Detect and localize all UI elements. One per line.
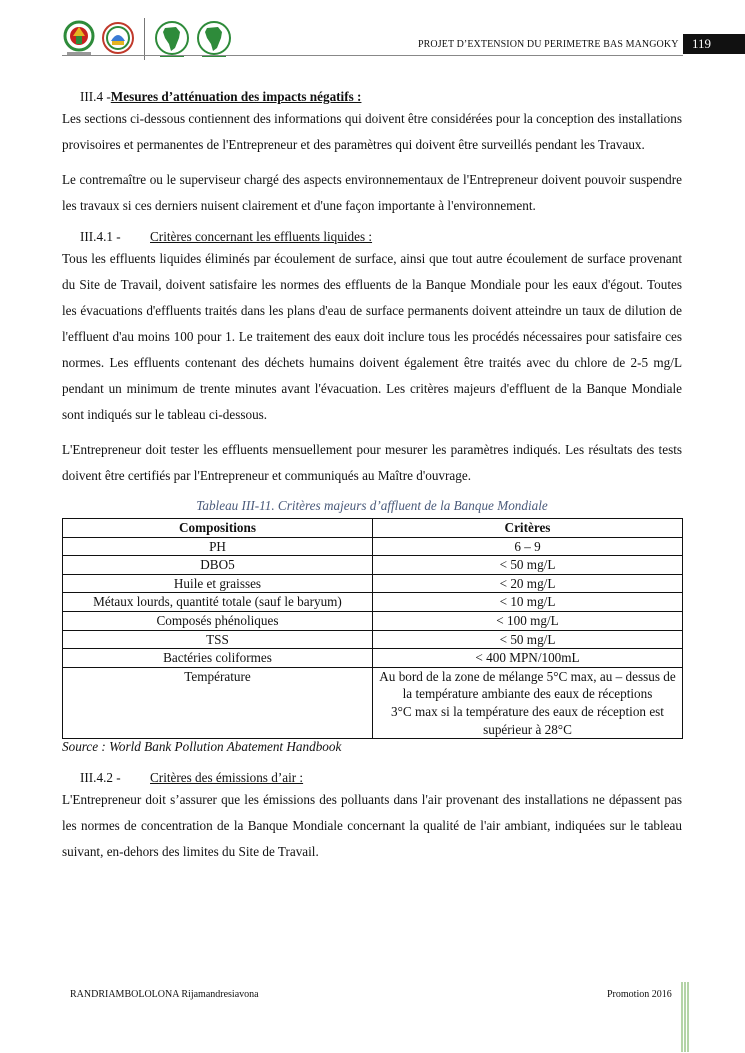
table-cell: DBO5 bbox=[63, 556, 373, 575]
header-title: PROJET D’EXTENSION DU PERIMETRE BAS MANGOKY bbox=[418, 39, 679, 50]
section-heading bbox=[62, 88, 682, 106]
africa-logo-2 bbox=[195, 18, 233, 60]
table-cell: < 50 mg/L bbox=[373, 556, 683, 575]
table-row bbox=[63, 630, 683, 649]
table-cell: Métaux lourds, quantité totale (sauf le baryum) bbox=[63, 593, 373, 612]
section-title: Mesures d’atténuation des impacts négatifs : bbox=[110, 89, 362, 104]
table-cell: PH bbox=[63, 537, 373, 556]
table-cell: Huile et graisses bbox=[63, 574, 373, 593]
subsection-number: III.4.2 - bbox=[80, 770, 121, 786]
paragraph: Tous les effluents liquides éliminés par écoulement de surface, ainsi que tout autre écoulement de surface provenant du Site de Travail, doivent satisfaire les normes des effluents de la Banque Mondiale pour les eaux d'égout. Toutes les évacuations d'effluents traités dans les plans d'eau de surface permanents doivent atteindre un taux de dilution de l'effluent d'au moins 100 pour 1. Le traitement des eaux doit inclure tous les procédés nécessaires pour satisfaire ces normes. Les effluents contenant des déchets humains doivent également être traités avec du chlore de 2-5 mg/L pendant un minimum de trente minutes avant l'évacuation. Les critères majeurs d'effluent de la Banque Mondiale sont indiqués sur le tableau ci-dessous. bbox=[62, 251, 682, 422]
subsection-heading bbox=[62, 769, 682, 787]
subsection-title: Critères des émissions d’air : bbox=[150, 770, 304, 786]
footer-decoration bbox=[680, 982, 692, 1052]
table-cell: < 50 mg/L bbox=[373, 630, 683, 649]
table-cell-temperature bbox=[373, 667, 683, 738]
table-row bbox=[63, 556, 683, 575]
footer-promotion: Promotion 2016 bbox=[607, 989, 672, 1000]
paragraph: Le contremaître ou le superviseur chargé des aspects environnementaux de l'Entrepreneur doivent pouvoir suspendre les travaux si ces derniers nuisent clairement et d'une façon importante à l'environnement. bbox=[62, 172, 682, 213]
logo-separator bbox=[144, 18, 145, 60]
africa-logo-1 bbox=[153, 18, 191, 60]
table-cell: 6 – 9 bbox=[373, 537, 683, 556]
table-cell: Bactéries coliformes bbox=[63, 649, 373, 668]
institution-logo-1 bbox=[62, 19, 96, 59]
table-row bbox=[63, 593, 683, 612]
table-caption: Tableau III-11. Critères majeurs d’affluent de la Banque Mondiale bbox=[196, 498, 548, 513]
header-divider bbox=[62, 55, 683, 56]
table-header-row bbox=[63, 519, 683, 538]
institution-logo-2 bbox=[100, 19, 136, 59]
criteria-table bbox=[62, 518, 683, 739]
table-cell: < 400 MPN/100mL bbox=[373, 649, 683, 668]
table-row bbox=[63, 611, 683, 630]
paragraph: L'Entrepreneur doit tester les effluents mensuellement pour mesurer les paramètres indiqués. Les résultats des tests doivent être certifiés par l'Entrepreneur et communiqués au Maître d'ouvrage. bbox=[62, 442, 682, 483]
table-cell: < 10 mg/L bbox=[373, 593, 683, 612]
subsection-title: Critères concernant les effluents liquides : bbox=[150, 229, 373, 244]
column-header-criteres: Critères bbox=[373, 519, 683, 538]
table-row bbox=[63, 649, 683, 668]
subsection-heading bbox=[62, 228, 682, 246]
column-header-compositions: Compositions bbox=[63, 519, 373, 538]
table-cell: < 20 mg/L bbox=[373, 574, 683, 593]
table-source: Source : World Bank Pollution Abatement Handbook bbox=[62, 739, 342, 755]
temperature-criterion-2: 3°C max si la température des eaux de réception est supérieur à 28°C bbox=[391, 703, 664, 737]
footer-author: RANDRIAMBOLOLONA Rijamandresiavona bbox=[70, 989, 259, 1000]
section-number: III.4 - bbox=[80, 89, 111, 104]
table-cell: Composés phénoliques bbox=[63, 611, 373, 630]
subsection-number: III.4.1 - bbox=[80, 229, 121, 244]
table-row bbox=[63, 537, 683, 556]
table-row bbox=[63, 667, 683, 738]
table-cell: Température bbox=[63, 667, 373, 738]
table-cell: TSS bbox=[63, 630, 373, 649]
page-content bbox=[62, 88, 682, 865]
table-row bbox=[63, 574, 683, 593]
table-cell: < 100 mg/L bbox=[373, 611, 683, 630]
page-number: 119 bbox=[683, 34, 745, 54]
paragraph: L'Entrepreneur doit s’assurer que les émissions des polluants dans l'air provenant des installations ne dépassent pas les normes de concentration de la Banque Mondiale concernant la qualité de l'air ambiant, indiquées sur le tableau suivant, en-dehors des limites du Site de Travail. bbox=[62, 792, 682, 860]
temperature-criterion-1: Au bord de la zone de mélange 5°C max, au – dessus de la température ambiante des eaux de réceptions bbox=[379, 668, 676, 702]
paragraph: Les sections ci-dessous contiennent des informations qui doivent être considérées pour la conception des installations provisoires et permanentes de l'Entrepreneur et des paramètres qui doivent être surveillés pendant les Travaux. bbox=[62, 111, 682, 152]
